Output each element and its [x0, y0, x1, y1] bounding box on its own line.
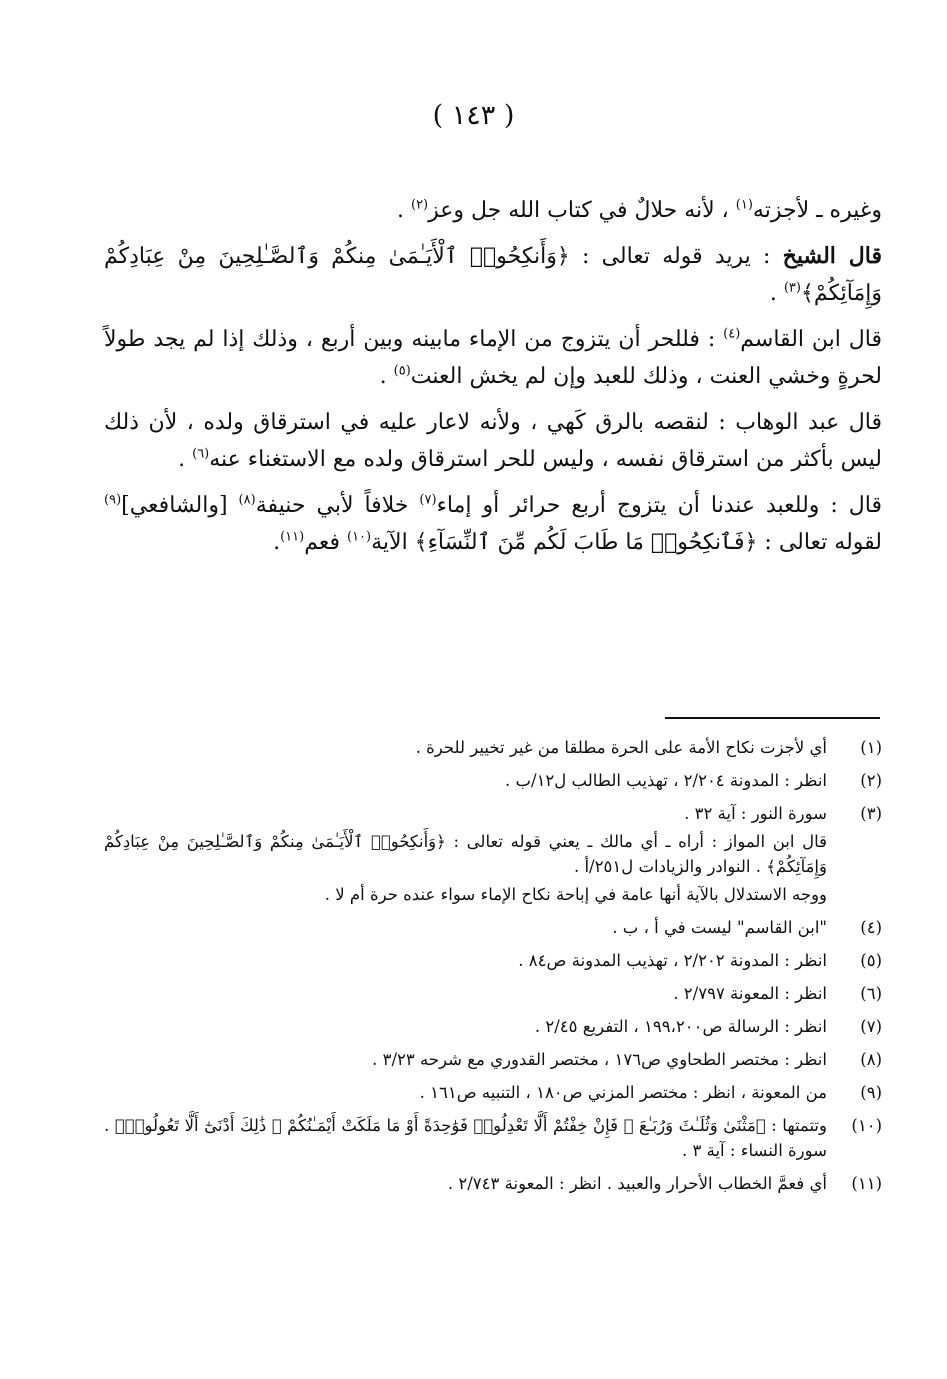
- footnote-number: (١١): [851, 1174, 882, 1193]
- footnote-3: [104, 801, 882, 907]
- footnote-text: وتتمتها : ﴿مَثْنَىٰ وَثُلَـٰثَ وَرُبَـٰعَ ۖ فَإِنْ خِفْتُمْ أَلَّا تَعْدِلُوا۟ فَوَٰحِدَةً أَوْ مَا مَلَكَتْ أَيْمَـٰنُكُمْ ۚ ذَٰلِكَ أَدْنَىٰٓ أَلَّا تَعُولُوا۟﴾ . سورة النساء : آية ٣ .: [104, 1116, 827, 1160]
- footnote-ref[interactable]: (٥): [393, 363, 411, 379]
- footnote-number: (١٠): [851, 1116, 882, 1135]
- text-run: لقوله تعالى : ﴿فَٱنكِحُوا۟ مَا طَابَ لَكُم مِّنَ ٱلنِّسَآءِ﴾ الآية: [371, 530, 882, 555]
- paragraph-1: [104, 192, 882, 229]
- footnote-ref[interactable]: (١): [735, 197, 753, 213]
- footnote-ref[interactable]: (٨): [238, 492, 256, 508]
- footnote-text: انظر : المدونة ٢/٢٠٢ ، تهذيب المدونة ص٨٤ .: [518, 951, 827, 970]
- footnote-number: (٦): [860, 984, 882, 1003]
- footnote-10: [104, 1113, 882, 1163]
- paragraph-3: [104, 321, 882, 395]
- footnote-number: (١): [860, 738, 882, 757]
- main-text: [104, 192, 882, 570]
- page-number: ( ١٤٣ ): [432, 100, 515, 131]
- footnote-number: (٤): [860, 918, 882, 937]
- footnote-divider: [665, 717, 880, 719]
- footnote-number: (٢): [860, 771, 882, 790]
- text-run: قال عبد الوهاب : لنقصه بالرق كَهي ، ولأنه لاعار عليه في استرقاق ولده ، لأن ذلك ليس بأكثر من استرقاق نفسه ، وليس للحر استرقاق ولده مع الاستغناء عنه: [104, 410, 882, 472]
- footnote-ref[interactable]: (٣): [783, 280, 801, 296]
- footnote-ref[interactable]: (١١): [280, 529, 305, 545]
- footnote-1: [104, 735, 882, 760]
- footnote-number: (٧): [860, 1017, 882, 1036]
- footnote-number: (٨): [860, 1050, 882, 1069]
- text-run: : يريد قوله تعالى : ﴿وَأَنكِحُوا۟ ٱلْأَيَـٰمَىٰ مِنكُمْ وَٱلصَّـٰلِحِينَ مِنْ عِبَادِكُمْ وَإِمَآئِكُمْ﴾: [104, 244, 882, 306]
- text-run: ، لأنه حلالٌ في كتاب الله جل وعز: [428, 198, 736, 223]
- footnote-text: انظر : المدونة ٢/٢٠٤ ، تهذيب الطالب ل١٢/ب .: [504, 771, 827, 790]
- footnote-number: (٩): [860, 1083, 882, 1102]
- footnote-ref[interactable]: (١٠): [346, 529, 372, 545]
- footnote-ref[interactable]: (٧): [419, 492, 437, 508]
- footnote-text: أي فعمَّ الخطاب الأحرار والعبيد . انظر : المعونة ٢/٧٤٣ .: [447, 1174, 827, 1193]
- footnote-text-extra: قال ابن المواز : أراه ـ أي مالك ـ يعني قوله تعالى : ﴿وَأَنكِحُوا۟ ٱلْأَيَـٰمَىٰ مِنكُمْ وَٱلصَّـٰلِحِينَ مِنْ عِبَادِكُمْ وَإِمَآئِكُمْ﴾ . النوادر والزيادات ل٢٥١/أ .: [104, 832, 827, 876]
- footnote-text: سورة النور : آية ٣٢ .: [684, 804, 827, 823]
- footnote-number: (٥): [860, 951, 882, 970]
- footnote-text: انظر : المعونة ٢/٧٩٧ .: [673, 984, 827, 1003]
- text-run: .: [769, 281, 784, 306]
- text-run: .: [178, 447, 193, 472]
- footnote-9: [104, 1080, 882, 1105]
- footnote-4: [104, 915, 882, 940]
- text-run: فعم: [304, 530, 347, 555]
- footnote-text: انظر : مختصر الطحاوي ص١٧٦ ، مختصر القدوري مع شرحه ٣/٢٣ .: [372, 1050, 827, 1069]
- footnotes-section: [104, 735, 882, 1204]
- footnote-text: من المعونة ، انظر : مختصر المزني ص١٨٠ ، التنبيه ص١٦١ .: [419, 1083, 827, 1102]
- footnote-11: [104, 1171, 882, 1196]
- text-run: .: [396, 198, 411, 223]
- footnote-5: [104, 948, 882, 973]
- text-run: .: [379, 364, 394, 389]
- footnote-6: [104, 981, 882, 1006]
- paragraph-2: [104, 238, 882, 312]
- text-run: قال ابن القاسم: [740, 327, 882, 352]
- speaker-label: قال الشيخ: [782, 243, 882, 269]
- text-run: وغيره ـ لأجزته: [752, 198, 882, 223]
- footnote-text: أي لأجزت نكاح الأمة على الحرة مطلقا من غير تخيير للحرة .: [415, 738, 827, 757]
- footnote-text: "ابن القاسم" ليست في أ ، ب .: [612, 918, 827, 937]
- text-run: : فللحر أن يتزوج من الإماء مابينه وبين أربع ، وذلك إذا لم يجد طولاً لحرةٍ وخشي العنت ، وذلك للعبد وإن لم يخش العنت: [104, 327, 882, 389]
- text-run: .: [273, 530, 281, 555]
- paragraph-5: [104, 487, 882, 561]
- footnote-ref[interactable]: (٢): [410, 197, 429, 213]
- footnote-7: [104, 1014, 882, 1039]
- text-run: [والشافعي]: [121, 493, 239, 518]
- footnote-ref[interactable]: (٩): [104, 492, 122, 508]
- footnote-text-extra: ووجه الاستدلال بالآية أنها عامة في إباحة نكاح الإماء سواء عنده حرة أم لا .: [324, 885, 827, 904]
- text-run: خلافاً لأبي حنيفة: [255, 493, 420, 518]
- text-run: قال : وللعبد عندنا أن يتزوج أربع حرائر أو إماء: [436, 493, 883, 518]
- footnote-ref[interactable]: (٦): [192, 446, 210, 462]
- footnote-ref[interactable]: (٤): [723, 326, 741, 342]
- footnote-body: [104, 801, 827, 907]
- footnote-2: [104, 768, 882, 793]
- footnote-8: [104, 1047, 882, 1072]
- footnote-number: (٣): [860, 804, 882, 823]
- footnote-text: انظر : الرسالة ص١٩٩،٢٠٠ ، التفريع ٢/٤٥ .: [534, 1017, 827, 1036]
- paragraph-4: [104, 404, 882, 478]
